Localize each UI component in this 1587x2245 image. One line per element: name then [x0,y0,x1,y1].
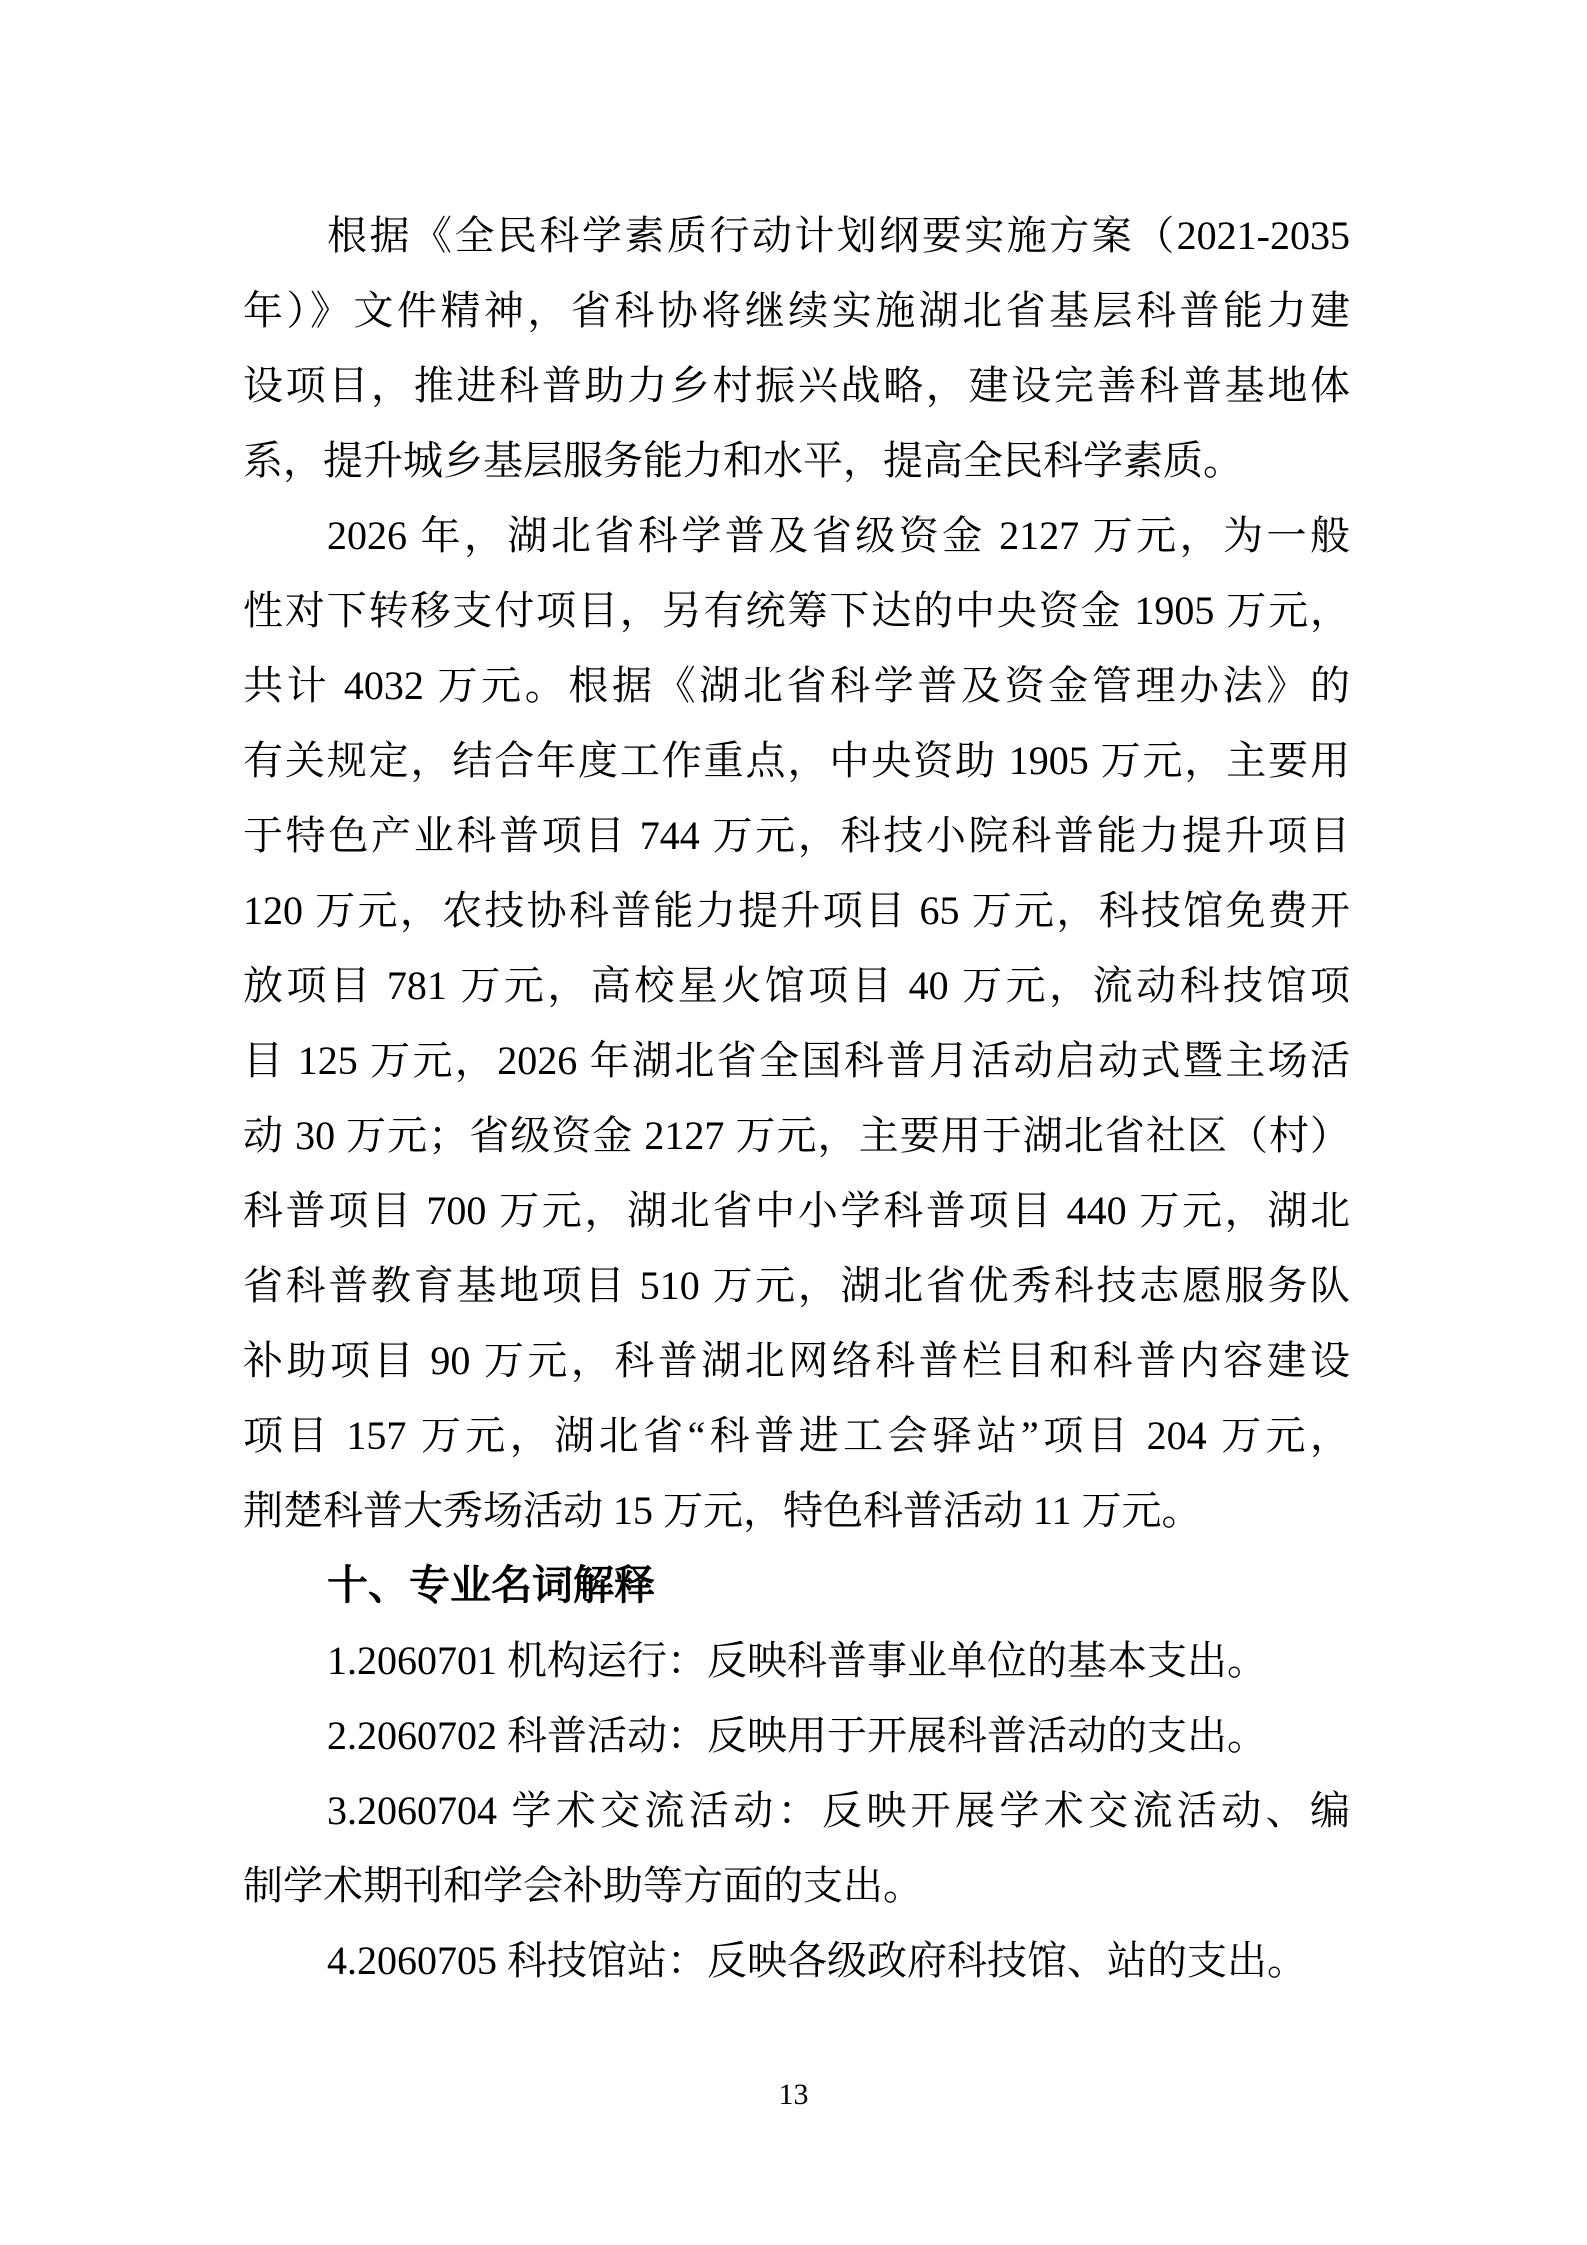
text-line: 省科普教育基地项目 510 万元，湖北省优秀科技志愿服务队 [243,1263,1350,1308]
text-line: 科普项目 700 万元，湖北省中小学科普项目 440 万元，湖北 [243,1188,1350,1233]
text-line: 系，提升城乡基层服务能力和水平，提高全民科学素质。 [243,438,1243,483]
text-line: 共计 4032 万元。根据《湖北省科学普及资金管理办法》的 [243,663,1350,708]
section-heading: 十、专业名词解释 [327,1562,655,1608]
text-line: 设项目，推进科普助力乡村振兴战略，建设完善科普基地体 [243,363,1350,408]
text-line: 3.2060704 学术交流活动：反映开展学术交流活动、编 [327,1788,1350,1833]
text-line: 1.2060701 机构运行：反映科普事业单位的基本支出。 [327,1638,1267,1683]
text-line: 补助项目 90 万元，科普湖北网络科普栏目和科普内容建设 [243,1338,1350,1383]
text-line: 项目 157 万元，湖北省“科普进工会驿站”项目 204 万元， [243,1413,1350,1458]
text-line: 有关规定，结合年度工作重点，中央资助 1905 万元，主要用 [243,738,1350,783]
text-line: 于特色产业科普项目 744 万元，科技小院科普能力提升项目 [243,813,1350,858]
text-line: 4.2060705 科技馆站：反映各级政府科技馆、站的支出。 [327,1938,1307,1983]
text-line: 动 30 万元；省级资金 2127 万元，主要用于湖北省社区（村） [243,1113,1350,1158]
text-line: 根据《全民科学素质行动计划纲要实施方案（2021-2035 [327,213,1350,258]
text-line: 目 125 万元，2026 年湖北省全国科普月活动启动式暨主场活 [243,1038,1350,1083]
text-line: 放项目 781 万元，高校星火馆项目 40 万元，流动科技馆项 [243,963,1350,1008]
text-line: 2026 年，湖北省科学普及省级资金 2127 万元，为一般 [327,513,1350,558]
page-number: 13 [778,2078,809,2111]
text-line: 制学术期刊和学会补助等方面的支出。 [243,1863,923,1908]
document-body [243,198,1350,1998]
text-line: 120 万元，农技协科普能力提升项目 65 万元，科技馆免费开 [243,888,1350,933]
text-line: 性对下转移支付项目，另有统筹下达的中央资金 1905 万元， [243,588,1350,633]
text-line: 2.2060702 科普活动：反映用于开展科普活动的支出。 [327,1713,1267,1758]
text-line: 荆楚科普大秀场活动 15 万元，特色科普活动 11 万元。 [243,1488,1202,1533]
text-line: 年）》文件精神，省科协将继续实施湖北省基层科普能力建 [243,288,1350,333]
